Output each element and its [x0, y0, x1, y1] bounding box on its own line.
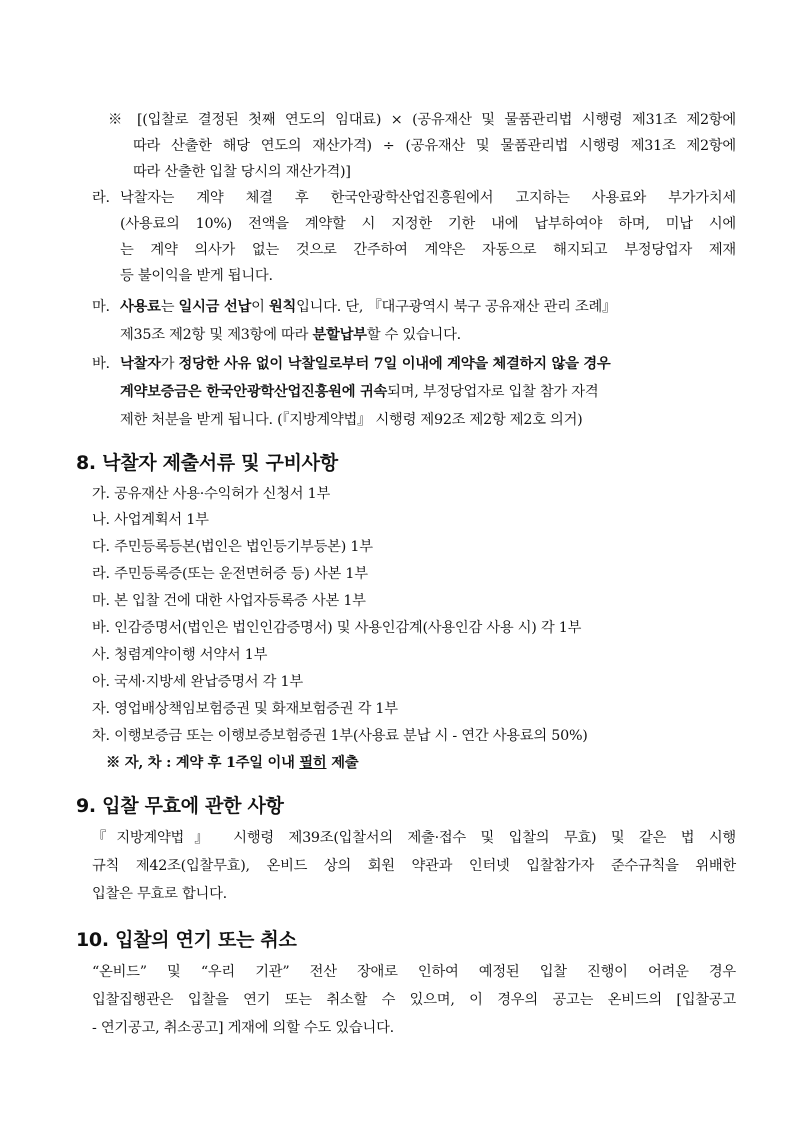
item-ra-line-2: (사용료의 10%) 전액을 계약할 시 지정한 기한 내에 납부하여야 하며, 미납 시에: [120, 216, 736, 232]
section-8-item-2: 나. 사업계획서 1부: [92, 512, 209, 528]
item-ma-text-4: 이: [251, 299, 269, 315]
section-8-item-6: 바. 인감증명서(법인은 법인인감증명서) 및 사용인감계(사용인감 사용 시) 각 1부: [92, 620, 582, 636]
section-10-line-2: 입찰집행관은 입찰을 연기 또는 취소할 수 있으며, 이 경우의 공고는 온비드의 [입찰공고: [92, 992, 736, 1008]
formula-note-line-1: ※ [(입찰로 결정된 첫째 연도의 임대료) × (공유재산 및 물품관리법 시행령 제31조 제2항에: [108, 112, 736, 128]
section-8-item-9: 자. 영업배상책임보험증권 및 화재보험증권 각 1부: [92, 701, 398, 717]
item-ra-line-3: 는 계약 의사가 없는 것으로 간주하여 계약은 자동으로 해지되고 부정당업자 제재: [120, 242, 736, 258]
section-8-item-3: 다. 주민등록등본(법인은 법인등기부등본) 1부: [92, 539, 373, 555]
section-8-note: [106, 753, 358, 773]
formula-note-line-2: 따라 산출한 해당 연도의 재산가격) ÷ (공유재산 및 물품관리법 시행령 제31조 제2항에: [133, 138, 736, 154]
item-ma-line-2-a: 제35조 제2항 및 제3항에 따라: [120, 327, 313, 343]
installment-term: 분할납부: [312, 327, 367, 343]
winning-bidder-term: 낙찰자: [120, 356, 161, 372]
item-ma-line-2: [120, 325, 461, 345]
section-8-item-4: 라. 주민등록증(또는 운전면허증 등) 사본 1부: [92, 566, 368, 582]
lump-sum-prepay-term: 일시금 선납: [178, 299, 252, 315]
item-ra-marker: 라.: [92, 190, 110, 206]
section-8-item-7: 사. 청렴계약이행 서약서 1부: [92, 647, 268, 663]
item-ma-line-1: [120, 297, 736, 317]
section-8-item-8: 아. 국세·지방세 완납증명서 각 1부: [92, 674, 303, 690]
section-10-line-1: “온비드” 및 “우리 기관” 전산 장애로 인하여 예정된 입찰 진행이 어려운 경우: [92, 964, 736, 980]
item-ba-bold-condition: 정당한 사유 없이 낙찰일로부터 7일 이내에 계약을 체결하지 않을 경우: [178, 356, 611, 372]
section-9-line-2: 규칙 제42조(입찰무효), 온비드 상의 회원 약관과 인터넷 입찰참가자 준수규칙을 위배한: [92, 858, 736, 874]
item-ba-marker: 바.: [92, 356, 110, 372]
formula-note-line-3: 따라 산출한 입찰 당시의 재산가격)]: [133, 164, 351, 180]
section-8-note-c: 제출: [326, 755, 359, 771]
principle-term: 원칙: [268, 299, 297, 315]
item-ba-line-2: [120, 382, 598, 402]
section-8-title: 8. 낙찰자 제출서류 및 구비사항: [76, 452, 338, 474]
section-8-item-10: 차. 이행보증금 또는 이행보증보험증권 1부(사용료 분납 시 - 연간 사용료의 50%): [92, 728, 588, 744]
must-term: 필히: [299, 755, 327, 771]
item-ma-text-6: 입니다. 단, 『대구광역시 북구 공유재산 관리 조례』: [296, 299, 617, 315]
section-8-item-5: 마. 본 입찰 건에 대한 사업자등록증 사본 1부: [92, 593, 366, 609]
usage-fee-term: 사용료: [120, 299, 161, 315]
section-9-line-3: 입찰은 무효로 합니다.: [92, 886, 227, 902]
section-9-title: 9. 입찰 무효에 관한 사항: [76, 795, 284, 817]
section-8-item-1: 가. 공유재산 사용·수익허가 신청서 1부: [92, 486, 331, 502]
item-ra-line-1: 낙찰자는 계약 체결 후 한국안광학산업진흥원에서 고지하는 사용료와 부가가치세: [120, 190, 736, 206]
item-ma-marker: 마.: [92, 299, 110, 315]
item-ra-line-4: 등 불이익을 받게 됩니다.: [120, 268, 273, 284]
item-ba-line-1: [120, 354, 611, 374]
item-ma-text-2: 는: [160, 299, 179, 315]
item-ma-line-2-c: 할 수 있습니다.: [366, 327, 461, 343]
section-8-note-a: ※ 자, 차 : 계약 후 1주일 이내: [106, 755, 300, 771]
deposit-forfeit-term: 계약보증금은 한국안광학산업진흥원에 귀속: [120, 384, 388, 400]
section-10-line-3: - 연기공고, 취소공고] 게재에 의할 수도 있습니다.: [92, 1020, 394, 1036]
section-9-line-1: 『지방계약법』 시행령 제39조(입찰서의 제출·접수 및 입찰의 무효) 및 같은 법 시행: [92, 830, 736, 846]
section-10-title: 10. 입찰의 연기 또는 취소: [76, 929, 297, 951]
item-ba-text-2: 가: [160, 356, 179, 372]
item-ba-line-3: 제한 처분을 받게 됩니다. (『지방계약법』 시행령 제92조 제2항 제2호 의거): [120, 412, 583, 428]
item-ba-line-2-b: 되며, 부정당업자로 입찰 참가 자격: [387, 384, 599, 400]
